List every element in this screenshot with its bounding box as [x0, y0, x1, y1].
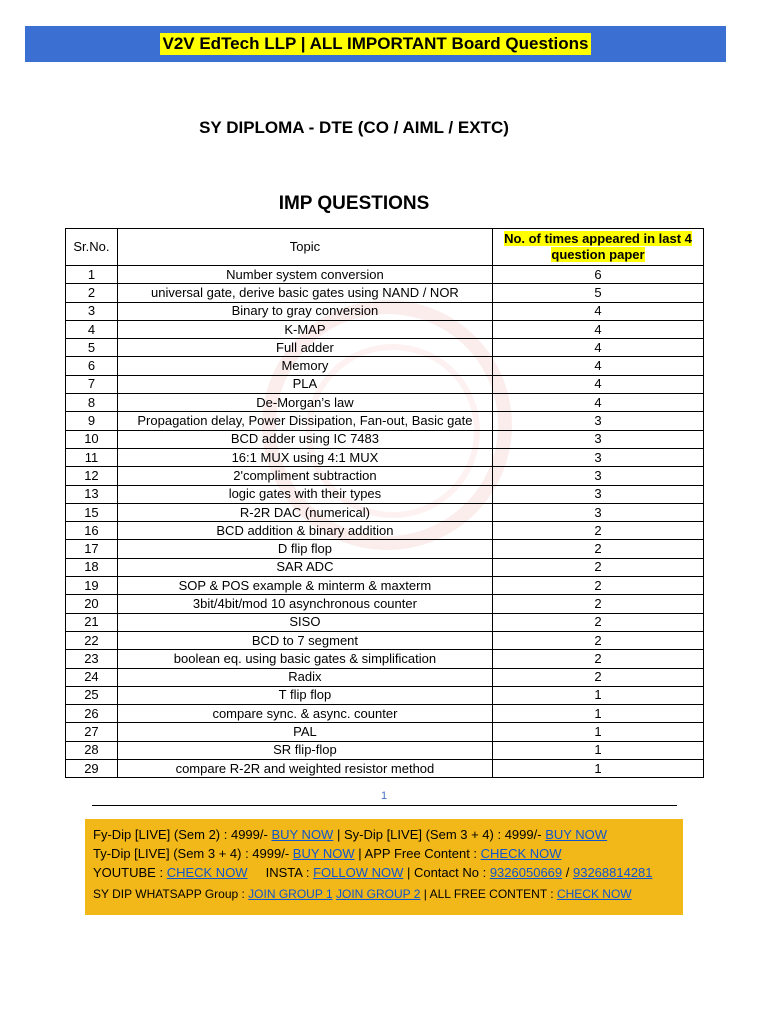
- topic-cell: K-MAP: [117, 320, 492, 338]
- count-cell: 2: [492, 540, 703, 558]
- insta-follow-link[interactable]: FOLLOW NOW: [313, 865, 404, 880]
- count-cell: 2: [492, 577, 703, 595]
- count-cell: 4: [492, 357, 703, 375]
- topic-cell: logic gates with their types: [117, 485, 492, 503]
- join-group-1-link[interactable]: JOIN GROUP 1: [248, 887, 333, 901]
- youtube-check-link[interactable]: CHECK NOW: [166, 865, 248, 880]
- sy-dip-buy-link[interactable]: BUY NOW: [545, 827, 608, 842]
- topic-cell: Full adder: [117, 339, 492, 357]
- table-row: [66, 686, 704, 704]
- topic-cell: 16:1 MUX using 4:1 MUX: [117, 448, 492, 466]
- sr-no-cell: 11: [66, 448, 118, 466]
- table-row: [66, 595, 704, 613]
- topic-cell: BCD adder using IC 7483: [117, 430, 492, 448]
- table-row: [66, 357, 704, 375]
- table-row: [66, 741, 704, 759]
- count-cell: 4: [492, 302, 703, 320]
- count-cell: 4: [492, 394, 703, 412]
- count-cell: 3: [492, 412, 703, 430]
- free-content-check-link[interactable]: CHECK NOW: [556, 887, 632, 901]
- count-cell: 1: [492, 686, 703, 704]
- topic-cell: Propagation delay, Power Dissipation, Fan-out, Basic gate: [117, 412, 492, 430]
- sr-no-cell: 26: [66, 705, 118, 723]
- topic-cell: 3bit/4bit/mod 10 asynchronous counter: [117, 595, 492, 613]
- topic-cell: D flip flop: [117, 540, 492, 558]
- count-cell: 2: [492, 631, 703, 649]
- topic-cell: 2'compliment subtraction: [117, 467, 492, 485]
- table-row: [66, 375, 704, 393]
- count-cell: 2: [492, 522, 703, 540]
- sr-no-cell: 9: [66, 412, 118, 430]
- table-row: [66, 558, 704, 576]
- count-cell: 2: [492, 613, 703, 631]
- sr-no-cell: 22: [66, 631, 118, 649]
- count-cell: 3: [492, 485, 703, 503]
- sr-no-cell: 4: [66, 320, 118, 338]
- table-row: [66, 485, 704, 503]
- table-row: [66, 760, 704, 778]
- count-cell: 6: [492, 266, 703, 284]
- topic-cell: PLA: [117, 375, 492, 393]
- fy-dip-buy-link[interactable]: BUY NOW: [271, 827, 334, 842]
- promo-row-1: [93, 825, 675, 844]
- page-number: 1: [380, 790, 388, 802]
- app-free-text: | APP Free Content :: [354, 846, 481, 861]
- table-row: [66, 302, 704, 320]
- table-row: [66, 266, 704, 284]
- count-cell: 3: [492, 503, 703, 521]
- banner-title: V2V EdTech LLP | ALL IMPORTANT Board Questions: [162, 34, 589, 53]
- table-row: [66, 631, 704, 649]
- table-row: [66, 467, 704, 485]
- topic-cell: T flip flop: [117, 686, 492, 704]
- topic-cell: De-Morgan’s law: [117, 394, 492, 412]
- header-banner: [25, 26, 726, 62]
- sr-no-cell: 27: [66, 723, 118, 741]
- sr-no-cell: 24: [66, 668, 118, 686]
- count-cell: 2: [492, 668, 703, 686]
- topic-cell: SOP & POS example & minterm & maxterm: [117, 577, 492, 595]
- header-topic: Topic: [117, 229, 492, 266]
- table-row: [66, 412, 704, 430]
- youtube-text: YOUTUBE :: [93, 865, 167, 880]
- sr-no-cell: 3: [66, 302, 118, 320]
- phone-link-2[interactable]: 93268814281: [572, 865, 653, 880]
- topic-cell: Binary to gray conversion: [117, 302, 492, 320]
- sr-no-cell: 15: [66, 503, 118, 521]
- contact-text: | Contact No :: [403, 865, 490, 880]
- promo-box: [85, 819, 683, 915]
- course-subtitle: SY DIPLOMA - DTE (CO / AIML / EXTC): [199, 118, 509, 137]
- table-row: [66, 448, 704, 466]
- topic-cell: boolean eq. using basic gates & simplification: [117, 650, 492, 668]
- sy-dip-text: Sy-Dip [LIVE] (Sem 3 + 4) : 4999/-: [343, 827, 546, 842]
- sr-no-cell: 18: [66, 558, 118, 576]
- header-count: [492, 229, 703, 266]
- promo-row-4: [93, 885, 675, 904]
- table-row: [66, 339, 704, 357]
- whatsapp-text: SY DIP WHATSAPP Group :: [93, 887, 249, 901]
- table-row: [66, 540, 704, 558]
- count-cell: 3: [492, 448, 703, 466]
- topic-cell: BCD addition & binary addition: [117, 522, 492, 540]
- topic-cell: BCD to 7 segment: [117, 631, 492, 649]
- count-cell: 1: [492, 705, 703, 723]
- sr-no-cell: 21: [66, 613, 118, 631]
- all-free-text: | ALL FREE CONTENT :: [420, 887, 557, 901]
- table-row: [66, 577, 704, 595]
- count-cell: 3: [492, 430, 703, 448]
- topic-cell: Number system conversion: [117, 266, 492, 284]
- sr-no-cell: 10: [66, 430, 118, 448]
- table-row: [66, 613, 704, 631]
- count-cell: 4: [492, 339, 703, 357]
- topic-cell: PAL: [117, 723, 492, 741]
- phone-link-1[interactable]: 9326050669: [489, 865, 563, 880]
- count-cell: 1: [492, 760, 703, 778]
- count-cell: 5: [492, 284, 703, 302]
- header-sr-no: Sr.No.: [66, 229, 118, 266]
- table-row: [66, 320, 704, 338]
- count-cell: 2: [492, 558, 703, 576]
- sr-no-cell: 2: [66, 284, 118, 302]
- app-check-link[interactable]: CHECK NOW: [480, 846, 562, 861]
- sr-no-cell: 20: [66, 595, 118, 613]
- table-row: [66, 668, 704, 686]
- count-cell: 4: [492, 375, 703, 393]
- sr-no-cell: 23: [66, 650, 118, 668]
- table-row: [66, 284, 704, 302]
- sr-no-cell: 13: [66, 485, 118, 503]
- table-row: [66, 522, 704, 540]
- sr-no-cell: 5: [66, 339, 118, 357]
- sr-no-cell: 8: [66, 394, 118, 412]
- imp-questions-table: [65, 228, 704, 778]
- topic-cell: universal gate, derive basic gates using NAND / NOR: [117, 284, 492, 302]
- sr-no-cell: 12: [66, 467, 118, 485]
- count-cell: 2: [492, 595, 703, 613]
- join-group-2-link[interactable]: JOIN GROUP 2: [335, 887, 421, 901]
- table-row: [66, 705, 704, 723]
- topic-cell: compare R-2R and weighted resistor method: [117, 760, 492, 778]
- insta-text: INSTA :: [247, 865, 314, 880]
- table-header-row: [66, 229, 704, 266]
- sr-no-cell: 17: [66, 540, 118, 558]
- count-cell: 1: [492, 741, 703, 759]
- table-row: [66, 394, 704, 412]
- table-row: [66, 430, 704, 448]
- imp-questions-title: IMP QUESTIONS: [278, 193, 430, 214]
- footer-divider: [92, 805, 677, 806]
- slash-text: /: [562, 865, 573, 880]
- sr-no-cell: 28: [66, 741, 118, 759]
- count-cell: 3: [492, 467, 703, 485]
- topic-cell: Radix: [117, 668, 492, 686]
- topic-cell: SAR ADC: [117, 558, 492, 576]
- table-body: [66, 266, 704, 778]
- ty-dip-text: Ty-Dip [LIVE] (Sem 3 + 4) : 4999/-: [93, 846, 293, 861]
- sr-no-cell: 7: [66, 375, 118, 393]
- ty-dip-buy-link[interactable]: BUY NOW: [292, 846, 355, 861]
- header-count-label: No. of times appeared in last 4 question paper: [504, 231, 692, 262]
- topic-cell: Memory: [117, 357, 492, 375]
- topic-cell: SR flip-flop: [117, 741, 492, 759]
- table-row: [66, 650, 704, 668]
- sr-no-cell: 19: [66, 577, 118, 595]
- fy-dip-text: Fy-Dip [LIVE] (Sem 2) : 4999/-: [93, 827, 272, 842]
- sr-no-cell: 16: [66, 522, 118, 540]
- table-row: [66, 723, 704, 741]
- count-cell: 4: [492, 320, 703, 338]
- sr-no-cell: 6: [66, 357, 118, 375]
- sr-no-cell: 25: [66, 686, 118, 704]
- count-cell: 1: [492, 723, 703, 741]
- topic-cell: compare sync. & async. counter: [117, 705, 492, 723]
- promo-row-3: [93, 863, 675, 882]
- sr-no-cell: 29: [66, 760, 118, 778]
- promo-row-2: [93, 844, 675, 863]
- count-cell: 2: [492, 650, 703, 668]
- table-row: [66, 503, 704, 521]
- sr-no-cell: 1: [66, 266, 118, 284]
- topic-cell: R-2R DAC (numerical): [117, 503, 492, 521]
- topic-cell: SISO: [117, 613, 492, 631]
- separator: |: [333, 827, 344, 842]
